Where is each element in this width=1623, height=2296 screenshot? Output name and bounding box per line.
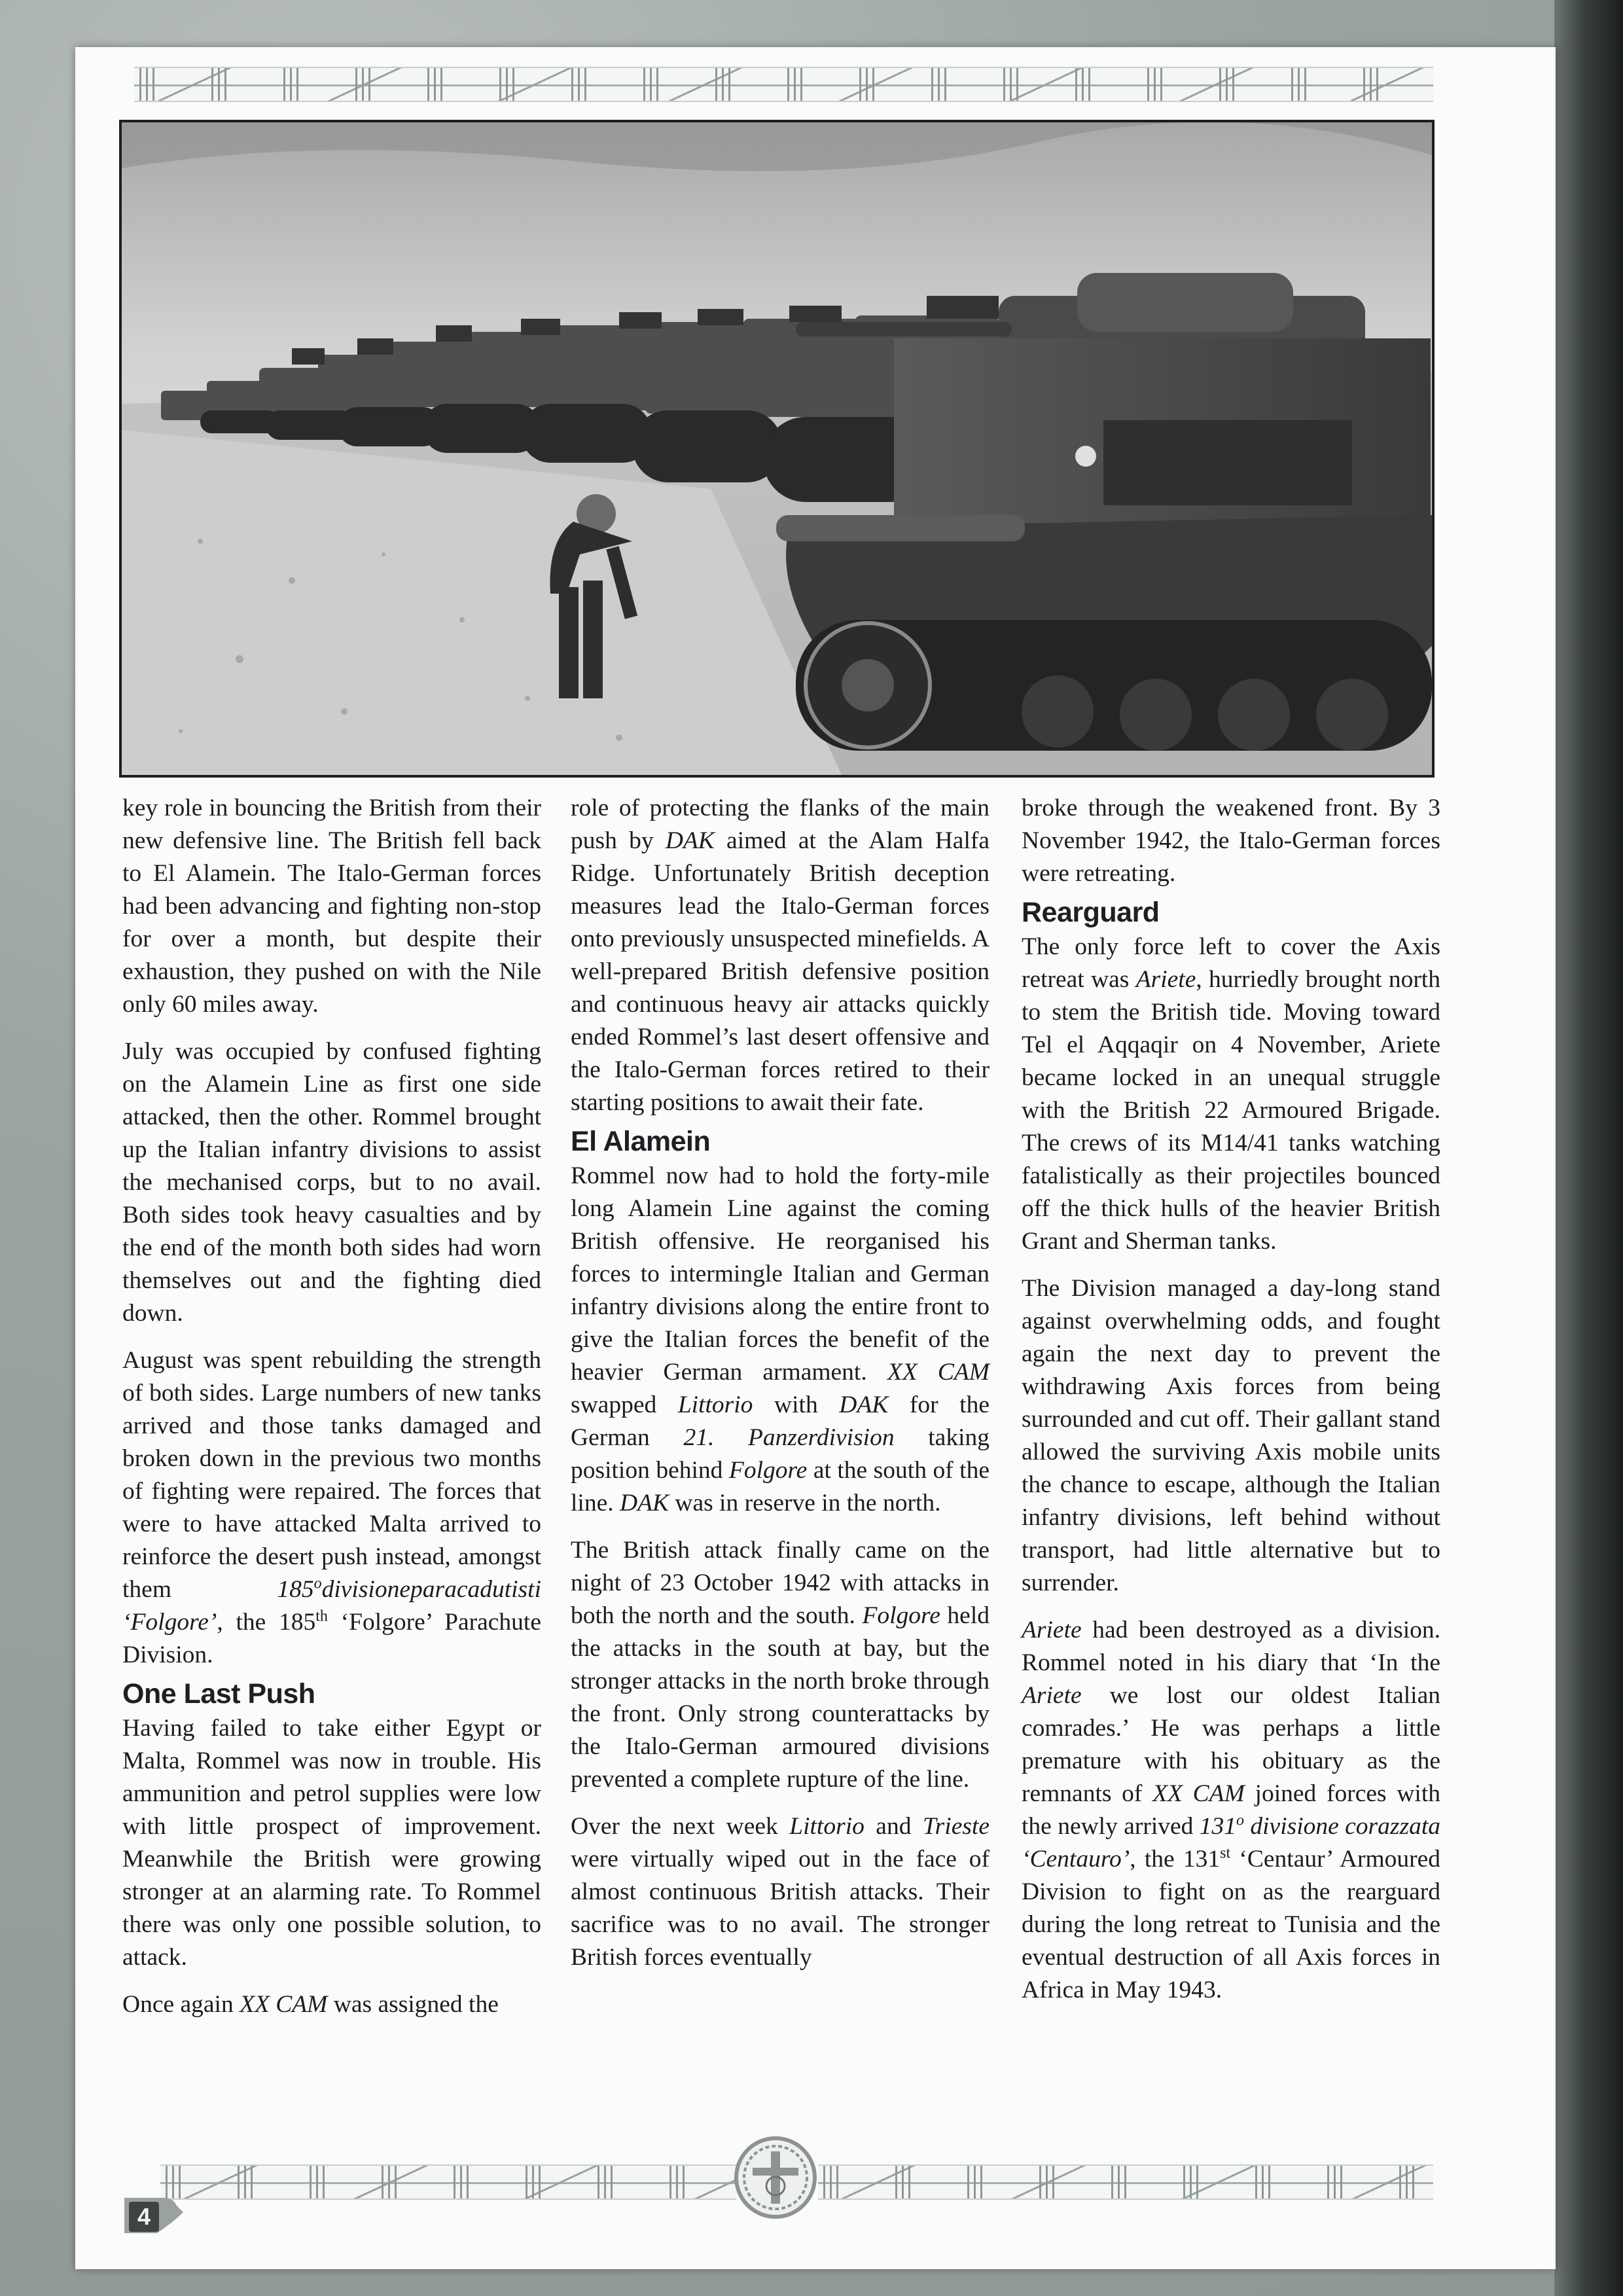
italic-text: Folgore xyxy=(862,1602,940,1629)
italic-text: Littorio xyxy=(677,1391,753,1418)
italic-text: Folgore xyxy=(728,1457,808,1484)
superscript: o xyxy=(313,1575,322,1592)
section-heading: One Last Push xyxy=(122,1678,315,1710)
article-column-1 xyxy=(122,792,541,2036)
italic-text: 131 xyxy=(1199,1813,1237,1840)
paragraph-text: and xyxy=(864,1813,923,1840)
paragraph xyxy=(122,792,541,1021)
paragraph-text: , the 131 xyxy=(1130,1846,1221,1873)
superscript: o xyxy=(1236,1812,1245,1829)
paragraph xyxy=(1022,1272,1440,1600)
decorative-border-bottom-left xyxy=(160,2164,736,2200)
paragraph-text: were virtually wiped out in the face of almost continuous British attacks. Their sacrifice was to no avail. The stronger British forces eventually xyxy=(571,1846,990,1971)
superscript: th xyxy=(315,1607,328,1625)
regimental-emblem-icon xyxy=(733,2135,818,2220)
paragraph-text: was assigned the xyxy=(327,1991,499,2018)
paragraph-text: for the German xyxy=(571,1391,990,1451)
paragraph xyxy=(571,1534,990,1796)
italic-text: Ariete xyxy=(1022,1682,1082,1709)
italic-text: Trieste xyxy=(922,1813,990,1840)
paragraph xyxy=(122,1035,541,1330)
italic-text: 185 xyxy=(277,1576,314,1603)
paragraph xyxy=(571,792,990,1119)
paragraph-text: July was occupied by confused fighting on the Alamein Line as first one side attacked, then the other. Rommel brought up the Italian infantry divisions to assist the mechanised corps, but to no avail. Both sides took heavy casualties and by the end of the month both sides had worn themselves out and the fighting died down. xyxy=(122,1038,541,1327)
article-column-2 xyxy=(571,792,990,1988)
italic-text: XX CAM xyxy=(887,1359,990,1386)
italic-text: 21. Panzerdivision xyxy=(683,1424,895,1451)
paragraph-text: with xyxy=(753,1391,840,1418)
paragraph xyxy=(122,1988,541,2021)
paragraph-text: , hurriedly brought north to stem the British tide. Moving toward Tel el Aqqaqir on 4 November, Ariete became locked in an unequal struggle with the British 22 Armoured Brigade. The crews of its M14/41 tanks watching fatalistically as their projectiles bounced off the thick hulls of the heavier British Grant and Sherman tanks. xyxy=(1022,966,1440,1255)
book-spine-shadow xyxy=(1554,0,1623,2296)
paragraph xyxy=(571,1160,990,1520)
superscript: st xyxy=(1220,1844,1231,1862)
paragraph-text: The Division managed a day-long stand against overwhelming odds, and fought again the next day to prevent the withdrawing Axis forces from being surrounded and cut off. Their gallant stand allowed the surviving Axis mobile units the chance to escape, although the Italian infantry divisions, left behind without transport, had little alternative but to surrender. xyxy=(1022,1275,1440,1596)
decorative-border-bottom-right xyxy=(818,2164,1433,2200)
paragraph-text: swapped xyxy=(571,1391,678,1418)
paragraph xyxy=(122,1712,541,1974)
paragraph-text: held the attacks in the south at bay, but the stronger attacks in the north broke through the front. Only strong counterattacks by the Italo-German armoured divisions prevented a complete rupture of the line. xyxy=(571,1602,990,1793)
paragraph xyxy=(1022,1614,1440,2007)
paragraph-text: Once again xyxy=(122,1991,240,2018)
paragraph-text: , the 185 xyxy=(217,1609,316,1636)
paragraph-text: joined forces with the newly arrived xyxy=(1022,1780,1440,1840)
paragraph-text: was in reserve in the north. xyxy=(668,1490,941,1516)
italic-text: Ariete xyxy=(1022,1617,1082,1643)
paragraph xyxy=(1022,931,1440,1258)
section-heading: El Alamein xyxy=(571,1126,711,1157)
paragraph-text: role of protecting the flanks of the main push by xyxy=(571,795,990,854)
paragraph xyxy=(122,1344,541,1672)
paragraph-text: Having failed to take either Egypt or Malta, Rommel was now in trouble. His ammunition and petrol supplies were low with little prospect of improvement. Meanwhile the British were growing stronger at an alarming rate. To Rommel there was only one possible solution, to attack. xyxy=(122,1715,541,1971)
section-heading: Rearguard xyxy=(1022,897,1160,928)
paragraph-text: at the south of the line. xyxy=(571,1457,990,1516)
paragraph-text: Rommel now had to hold the forty-mile long Alamein Line against the coming British offensive. He reorganised his forces to intermingle Italian and German infantry divisions along the entire front to give the Italian forces the benefit of the heavier German armament. xyxy=(571,1162,990,1386)
paragraph-text: key role in bouncing the British from their new defensive line. The British fell back to El Alamein. The Italo-German forces had been advancing and fighting non-stop for over a month, but despite their exhaustion, they pushed on with the Nile only 60 miles away. xyxy=(122,795,541,1018)
italic-text: XX CAM xyxy=(240,1991,328,2018)
italic-text: Littorio xyxy=(789,1813,865,1840)
italic-text: divisione corazzata ‘Centauro’ xyxy=(1022,1813,1440,1873)
photo-illustration xyxy=(122,122,1432,775)
paragraph-text: aimed at the Alam Halfa Ridge. Unfortunately British deception measures lead the Italo-German forces onto previously unsuspected minefields. A well-prepared British defensive position and continuous heavy air attacks quickly ended Rommel’s last desert offensive and the Italo-German forces retired to their starting positions to await their fate. xyxy=(571,827,990,1116)
paragraph-text: ‘Centaur’ Armoured Division to fight on as the rearguard during the long retreat to Tunisia and the eventual destruction of all Axis forces in Africa in May 1943. xyxy=(1022,1846,1440,2003)
paragraph xyxy=(571,1810,990,1974)
paragraph xyxy=(1022,792,1440,890)
tank-column-photo xyxy=(119,120,1435,778)
italic-text: DAK xyxy=(665,827,715,854)
italic-text: divisioneparacadutisti ‘Folgore’ xyxy=(122,1576,541,1636)
decorative-border-top xyxy=(134,67,1433,102)
paragraph-text: taking position behind xyxy=(571,1424,990,1484)
paragraph-text: The British attack finally came on the night of 23 October 1942 with attacks in both the north and the south. xyxy=(571,1537,990,1629)
paragraph-text: had been destroyed as a division. Rommel noted in his diary that ‘In the xyxy=(1022,1617,1440,1676)
paragraph-text: we lost our oldest Italian comrades.’ He was perhaps a little premature with his obituary as the remnants of xyxy=(1022,1682,1440,1807)
page-number: 4 xyxy=(129,2202,159,2232)
paragraph-text: ‘Folgore’ Parachute Division. xyxy=(122,1609,541,1668)
article-column-3 xyxy=(1022,792,1440,2021)
paragraph-text: August was spent rebuilding the strength of both sides. Large numbers of new tanks arrived and those tanks damaged and broken down in the previous two months of fighting were repaired. The forces that were to have attacked Malta arrived to reinforce the desert push instead, amongst them xyxy=(122,1347,541,1603)
italic-text: DAK xyxy=(839,1391,889,1418)
paragraph-text: Over the next week xyxy=(571,1813,790,1840)
italic-text: Ariete xyxy=(1135,966,1196,993)
italic-text: XX CAM xyxy=(1152,1780,1245,1807)
paragraph-text: broke through the weakened front. By 3 November 1942, the Italo-German forces were retreating. xyxy=(1022,795,1440,887)
italic-text: DAK xyxy=(619,1490,669,1516)
paragraph-text: The only force left to cover the Axis retreat was xyxy=(1022,933,1440,993)
